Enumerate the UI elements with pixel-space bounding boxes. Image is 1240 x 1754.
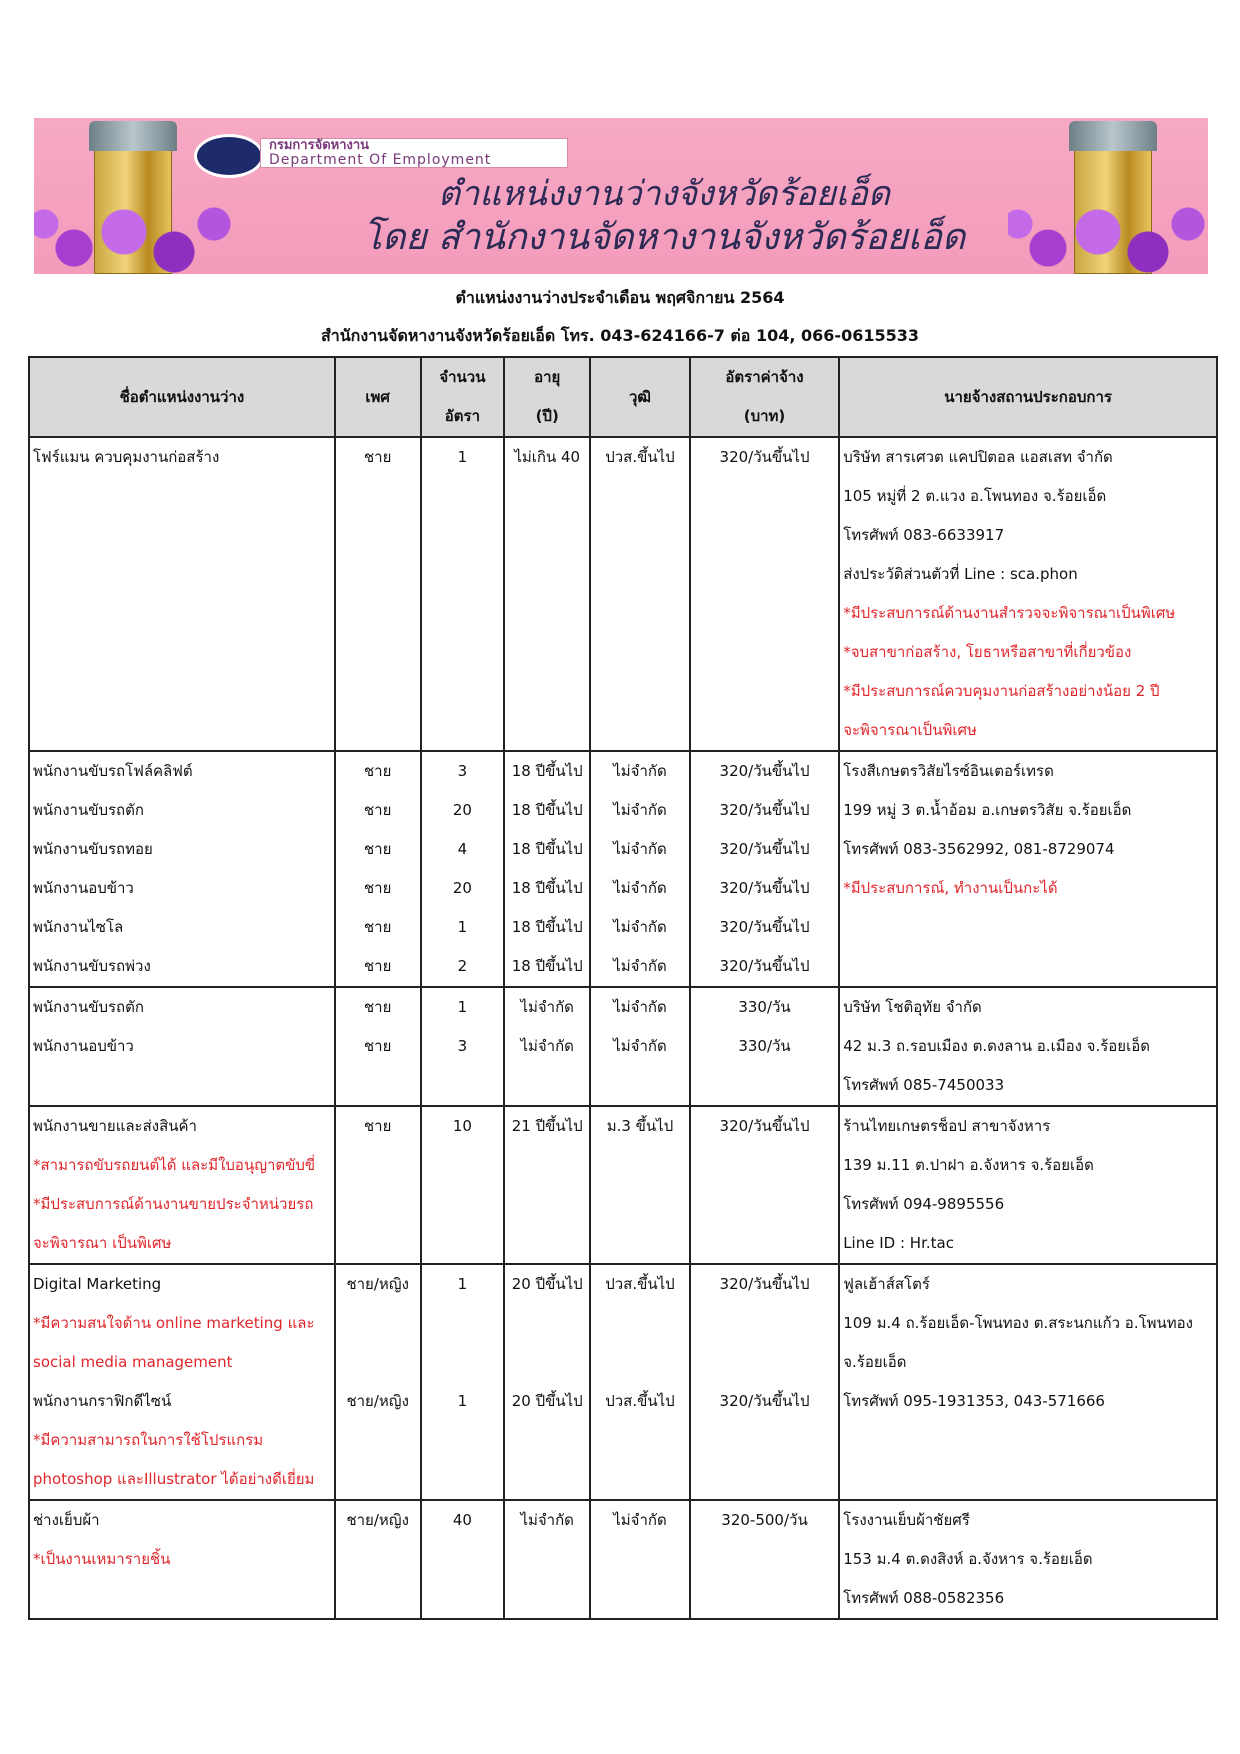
sex-line: [336, 1421, 420, 1460]
count-line: [422, 1579, 504, 1618]
wage-line: [691, 594, 838, 633]
position-line: พนักงานกราฟิกดีไซน์: [33, 1392, 172, 1410]
age-line: ไม่จำกัด: [520, 1511, 574, 1529]
age-line: [505, 1343, 589, 1382]
table-row: [29, 1264, 1217, 1500]
header-age: [504, 357, 590, 437]
banner-title-line2: โดย สำนักงานจัดหางานจังหวัดร้อยเอ็ด: [362, 217, 966, 258]
wage-line: [691, 1421, 838, 1460]
cell-wage: [690, 437, 839, 751]
wage-line: 320/วันขึ้นไป: [719, 801, 810, 819]
cell-count: [421, 437, 505, 751]
sex-line: ชาย/หญิง: [346, 1275, 409, 1293]
education-line: [591, 1304, 689, 1343]
position-line: [30, 1066, 334, 1105]
sex-line: [336, 633, 420, 672]
count-line: [422, 1460, 504, 1499]
education-line: [591, 594, 689, 633]
position-line: [30, 594, 334, 633]
cell-count: [421, 751, 505, 987]
table-row: [29, 987, 1217, 1106]
age-line: [505, 594, 589, 633]
employer-line: โทรศัพท์ 083-3562992, 081-8729074: [843, 840, 1115, 858]
employer-line: 105 หมู่ที่ 2 ต.แวง อ.โพนทอง จ.ร้อยเอ็ด: [843, 487, 1107, 505]
cell-count: [421, 987, 505, 1106]
count-line: [422, 1304, 504, 1343]
age-line: 18 ปีขึ้นไป: [511, 879, 583, 897]
employer-line: [840, 908, 1216, 947]
cell-position: [29, 1500, 335, 1619]
department-name-th: กรมการจัดหางาน: [269, 138, 370, 153]
job-vacancy-table: [28, 356, 1218, 1620]
employer-line: [840, 947, 1216, 986]
count-line: 10: [452, 1117, 472, 1135]
table-header-row: [29, 357, 1217, 437]
wage-line: [691, 1579, 838, 1618]
cell-position: [29, 751, 335, 987]
cell-education: [590, 1500, 690, 1619]
header-count: [421, 357, 505, 437]
employer-line: โทรศัพท์ 085-7450033: [843, 1076, 1005, 1094]
age-line: [505, 1066, 589, 1105]
sex-line: [336, 1224, 420, 1263]
wage-line: [691, 477, 838, 516]
education-line: [591, 555, 689, 594]
cell-age: [504, 1500, 590, 1619]
count-line: 1: [457, 998, 468, 1016]
age-line: 18 ปีขึ้นไป: [511, 840, 583, 858]
age-line: [505, 633, 589, 672]
education-line: [591, 711, 689, 750]
sex-line: [336, 477, 420, 516]
education-line: [591, 477, 689, 516]
age-line: [505, 1185, 589, 1224]
cell-age: [504, 751, 590, 987]
sex-line: ชาย: [363, 801, 392, 819]
age-line: [505, 1146, 589, 1185]
wage-line: 320/วันขึ้นไป: [719, 448, 810, 466]
employer-line: 109 ม.4 ถ.ร้อยเอ็ด-โพนทอง ต.สระนกแก้ว อ.โพนทอง: [843, 1314, 1194, 1332]
cell-position: [29, 1106, 335, 1264]
education-line: ม.3 ขึ้นไป: [606, 1117, 674, 1135]
position-line: [30, 516, 334, 555]
employer-line: จะพิจารณาเป็นพิเศษ: [843, 721, 977, 739]
education-line: [591, 633, 689, 672]
department-name-box: [260, 138, 568, 168]
document-subtitle: ตำแหน่งงานว่างประจำเดือน พฤศจิกายน 2564: [455, 288, 785, 307]
cell-wage: [690, 751, 839, 987]
education-line: [591, 1146, 689, 1185]
cell-sex: [335, 1500, 421, 1619]
cell-sex: [335, 987, 421, 1106]
education-line: ปวส.ขึ้นไป: [605, 448, 675, 466]
sex-line: ชาย/หญิง: [346, 1511, 409, 1529]
wage-line: [691, 555, 838, 594]
cell-wage: [690, 1500, 839, 1619]
cell-age: [504, 1264, 590, 1500]
wage-line: [691, 1460, 838, 1499]
cell-count: [421, 1264, 505, 1500]
education-line: [591, 1185, 689, 1224]
header-sex: เพศ: [335, 357, 421, 437]
age-line: 18 ปีขึ้นไป: [511, 801, 583, 819]
education-line: ไม่จำกัด: [613, 1511, 667, 1529]
age-line: ไม่จำกัด: [520, 998, 574, 1016]
wage-line: 320/วันขึ้นไป: [719, 1117, 810, 1135]
count-line: [422, 477, 504, 516]
count-line: [422, 594, 504, 633]
wage-line: 320/วันขึ้นไป: [719, 762, 810, 780]
count-line: [422, 672, 504, 711]
age-line: 20 ปีขึ้นไป: [511, 1392, 583, 1410]
position-line: photoshop และIllustrator ได้อย่างดีเยี่ยม: [33, 1470, 315, 1488]
position-line: social media management: [33, 1353, 233, 1371]
sex-line: [336, 1066, 420, 1105]
count-line: 1: [457, 448, 468, 466]
sex-line: [336, 594, 420, 633]
age-line: 18 ปีขึ้นไป: [511, 762, 583, 780]
count-line: [422, 1224, 504, 1263]
employer-line: 153 ม.4 ต.ดงสิงห์ อ.จังหาร จ.ร้อยเอ็ด: [843, 1550, 1093, 1568]
sex-line: ชาย: [363, 1117, 392, 1135]
header-banner: [34, 118, 1208, 274]
count-line: [422, 1066, 504, 1105]
age-line: ไม่เกิน 40: [514, 448, 581, 466]
cell-count: [421, 1500, 505, 1619]
position-line: [30, 477, 334, 516]
wage-line: 320/วันขึ้นไป: [719, 1392, 810, 1410]
wage-line: [691, 1146, 838, 1185]
cell-position: [29, 987, 335, 1106]
age-line: [505, 672, 589, 711]
cell-sex: [335, 1106, 421, 1264]
position-line: พนักงานขับรถตัก: [33, 801, 144, 819]
employer-line: 139 ม.11 ต.ปาฝา อ.จังหาร จ.ร้อยเอ็ด: [843, 1156, 1094, 1174]
position-line: พนักงานอบข้าว: [33, 879, 134, 897]
cell-position: [29, 1264, 335, 1500]
age-line: [505, 477, 589, 516]
education-line: [591, 516, 689, 555]
wage-line: [691, 672, 838, 711]
header-age-line1: อายุ: [534, 368, 561, 386]
sex-line: [336, 672, 420, 711]
sex-line: [336, 1343, 420, 1382]
sex-line: ชาย: [363, 879, 392, 897]
count-line: 20: [452, 801, 472, 819]
wage-line: [691, 1304, 838, 1343]
table-row: [29, 751, 1217, 987]
count-line: [422, 555, 504, 594]
cell-employer: [839, 987, 1217, 1106]
education-line: [591, 1540, 689, 1579]
header-education: วุฒิ: [590, 357, 690, 437]
position-line: พนักงานขับรถพ่วง: [33, 957, 151, 975]
wage-line: [691, 1540, 838, 1579]
employer-line: โรงงานเย็บผ้าชัยศรี: [843, 1511, 970, 1529]
cell-wage: [690, 1264, 839, 1500]
employer-line: บริษัท สารเศวต แคปปิตอล แอสเสท จำกัด: [843, 448, 1113, 466]
age-line: [505, 1460, 589, 1499]
wage-line: [691, 1343, 838, 1382]
sex-line: ชาย: [363, 762, 392, 780]
position-line: [30, 555, 334, 594]
age-line: [505, 555, 589, 594]
employer-line: *มีประสบการณ์ด้านงานสำรวจจะพิจารณาเป็นพิเศษ: [843, 604, 1176, 622]
cell-education: [590, 1106, 690, 1264]
position-line: *เป็นงานเหมารายชิ้น: [33, 1550, 171, 1568]
header-position: ชื่อตำแหน่งงานว่าง: [29, 357, 335, 437]
cell-wage: [690, 987, 839, 1106]
education-line: [591, 1343, 689, 1382]
position-line: พนักงานขับรถทอย: [33, 840, 153, 858]
cell-employer: [839, 437, 1217, 751]
count-line: 1: [457, 1392, 468, 1410]
position-line: พนักงานอบข้าว: [33, 1037, 134, 1055]
cell-position: [29, 437, 335, 751]
sex-line: ชาย: [363, 998, 392, 1016]
cell-education: [590, 1264, 690, 1500]
employer-line: 42 ม.3 ถ.รอบเมือง ต.ดงลาน อ.เมือง จ.ร้อยเอ็ด: [843, 1037, 1150, 1055]
age-line: [505, 1421, 589, 1460]
cell-wage: [690, 1106, 839, 1264]
position-line: *สามารถขับรถยนต์ได้ และมีใบอนุญาตขับขี่: [33, 1156, 316, 1174]
age-line: [505, 711, 589, 750]
wage-line: 320/วันขึ้นไป: [719, 957, 810, 975]
wage-line: 320/วันขึ้นไป: [719, 918, 810, 936]
wage-line: [691, 1224, 838, 1263]
cell-employer: [839, 751, 1217, 987]
wage-line: [691, 1066, 838, 1105]
employer-line: จ.ร้อยเอ็ด: [843, 1353, 907, 1371]
employer-line: Line ID : Hr.tac: [843, 1234, 954, 1252]
count-line: 4: [457, 840, 468, 858]
sex-line: [336, 1579, 420, 1618]
count-line: [422, 1540, 504, 1579]
office-contact: สำนักงานจัดหางานจังหวัดร้อยเอ็ด โทร. 043-624166-7 ต่อ 104, 066-0615533: [320, 326, 919, 345]
header-wage: [690, 357, 839, 437]
table-row: [29, 437, 1217, 751]
age-line: 18 ปีขึ้นไป: [511, 918, 583, 936]
header-employer: นายจ้างสถานประกอบการ: [839, 357, 1217, 437]
employer-line: โทรศัพท์ 088-0582356: [843, 1589, 1005, 1607]
cell-sex: [335, 1264, 421, 1500]
count-line: 3: [457, 1037, 468, 1055]
employer-line: ฟูลเฮ้าส์สโตร์: [843, 1275, 930, 1293]
header-age-line2: (ปี): [535, 407, 559, 425]
sex-line: [336, 1540, 420, 1579]
wage-line: 330/วัน: [738, 1037, 791, 1055]
table-body: [29, 437, 1217, 1619]
cell-age: [504, 987, 590, 1106]
count-line: [422, 1421, 504, 1460]
flowers-left-icon: [34, 200, 234, 274]
education-line: ปวส.ขึ้นไป: [605, 1275, 675, 1293]
age-line: [505, 1304, 589, 1343]
sex-line: ชาย: [363, 957, 392, 975]
education-line: ไม่จำกัด: [613, 998, 667, 1016]
header-count-line1: จำนวน: [439, 368, 486, 386]
wage-line: [691, 633, 838, 672]
cell-age: [504, 1106, 590, 1264]
education-line: [591, 672, 689, 711]
age-line: 20 ปีขึ้นไป: [511, 1275, 583, 1293]
count-line: 1: [457, 1275, 468, 1293]
sex-line: ชาย: [363, 840, 392, 858]
wage-line: 320/วันขึ้นไป: [719, 1275, 810, 1293]
count-line: [422, 633, 504, 672]
cell-sex: [335, 751, 421, 987]
sex-line: [336, 1185, 420, 1224]
header-count-line2: อัตรา: [444, 407, 481, 425]
cell-education: [590, 437, 690, 751]
education-line: ไม่จำกัด: [613, 762, 667, 780]
sex-line: [336, 1460, 420, 1499]
count-line: 2: [457, 957, 468, 975]
position-line: *มีประสบการณ์ด้านงานขายประจำหน่วยรถ: [33, 1195, 314, 1213]
sex-line: ชาย/หญิง: [346, 1392, 409, 1410]
employer-line: [840, 1421, 1216, 1460]
cell-sex: [335, 437, 421, 751]
sex-line: ชาย: [363, 918, 392, 936]
position-line: [30, 711, 334, 750]
age-line: [505, 1540, 589, 1579]
age-line: ไม่จำกัด: [520, 1037, 574, 1055]
wage-line: [691, 1185, 838, 1224]
age-line: [505, 516, 589, 555]
sex-line: ชาย: [363, 448, 392, 466]
employer-line: บริษัท โชติอุทัย จำกัด: [843, 998, 982, 1016]
wage-line: 330/วัน: [738, 998, 791, 1016]
employer-line: โทรศัพท์ 095-1931353, 043-571666: [843, 1392, 1105, 1410]
employer-line: โรงสีเกษตรวิสัยไรซ์อินเตอร์เทรด: [843, 762, 1054, 780]
education-line: [591, 1460, 689, 1499]
age-line: [505, 1579, 589, 1618]
count-line: 40: [452, 1511, 472, 1529]
education-line: ไม่จำกัด: [613, 1037, 667, 1055]
table-row: [29, 1106, 1217, 1264]
sex-line: [336, 516, 420, 555]
employer-line: *จบสาขาก่อสร้าง, โยธาหรือสาขาที่เกี่ยวข้อง: [843, 643, 1132, 661]
count-line: 3: [457, 762, 468, 780]
header-wage-line1: อัตราค่าจ้าง: [725, 368, 804, 386]
employer-line: *มีประสบการณ์, ทำงานเป็นกะได้: [843, 879, 1058, 897]
age-line: [505, 1224, 589, 1263]
cell-education: [590, 987, 690, 1106]
sex-line: [336, 555, 420, 594]
education-line: ไม่จำกัด: [613, 840, 667, 858]
sex-line: [336, 711, 420, 750]
employer-line: ส่งประวัติส่วนตัวที่ Line : sca.phon: [843, 565, 1078, 583]
position-line: [30, 1579, 334, 1618]
position-line: Digital Marketing: [33, 1275, 162, 1293]
education-line: ไม่จำกัด: [613, 801, 667, 819]
education-line: [591, 1224, 689, 1263]
age-line: 18 ปีขึ้นไป: [511, 957, 583, 975]
employer-line: *มีประสบการณ์ควบคุมงานก่อสร้างอย่างน้อย 2 ปี: [843, 682, 1160, 700]
count-line: [422, 516, 504, 555]
age-line: 21 ปีขึ้นไป: [511, 1117, 583, 1135]
count-line: [422, 1146, 504, 1185]
header-wage-line2: (บาท): [743, 407, 786, 425]
position-line: จะพิจารณา เป็นพิเศษ: [33, 1234, 172, 1252]
count-line: [422, 1343, 504, 1382]
education-line: [591, 1066, 689, 1105]
education-line: [591, 1421, 689, 1460]
table-row: [29, 1500, 1217, 1619]
education-line: ไม่จำกัด: [613, 918, 667, 936]
position-line: [30, 633, 334, 672]
employer-line: โทรศัพท์ 083-6633917: [843, 526, 1005, 544]
position-line: โฟร์แมน ควบคุมงานก่อสร้าง: [33, 448, 220, 466]
education-line: [591, 1579, 689, 1618]
cell-employer: [839, 1500, 1217, 1619]
employer-line: [840, 1460, 1216, 1499]
sex-line: ชาย: [363, 1037, 392, 1055]
position-line: พนักงานไซโล: [33, 918, 124, 936]
position-line: พนักงานขายและส่งสินค้า: [33, 1117, 197, 1135]
wage-line: [691, 516, 838, 555]
banner-title-line1: ตำแหน่งงานว่างจังหวัดร้อยเอ็ด: [438, 174, 890, 214]
education-line: ปวส.ขึ้นไป: [605, 1392, 675, 1410]
education-line: ไม่จำกัด: [613, 957, 667, 975]
wage-line: [691, 711, 838, 750]
position-line: พนักงานขับรถตัก: [33, 998, 144, 1016]
position-line: *มีความสนใจด้าน online marketing และ: [33, 1314, 315, 1332]
position-line: [30, 672, 334, 711]
education-line: ไม่จำกัด: [613, 879, 667, 897]
count-line: 20: [452, 879, 472, 897]
position-line: พนักงานขับรถโฟล์คลิฟต์: [33, 762, 193, 780]
department-logo-icon: [194, 134, 264, 178]
wage-line: 320/วันขึ้นไป: [719, 879, 810, 897]
cell-employer: [839, 1106, 1217, 1264]
wage-line: 320/วันขึ้นไป: [719, 840, 810, 858]
position-line: ช่างเย็บผ้า: [33, 1511, 100, 1529]
employer-line: ร้านไทยเกษตรช็อป สาขาจังหาร: [843, 1117, 1051, 1135]
department-name-en: Department Of Employment: [269, 152, 492, 168]
cell-count: [421, 1106, 505, 1264]
position-line: *มีความสามารถในการใช้โปรแกรม: [33, 1431, 264, 1449]
cell-education: [590, 751, 690, 987]
employer-line: โทรศัพท์ 094-9895556: [843, 1195, 1005, 1213]
cell-age: [504, 437, 590, 751]
count-line: [422, 711, 504, 750]
sex-line: [336, 1146, 420, 1185]
wage-line: 320-500/วัน: [721, 1511, 808, 1529]
employer-line: 199 หมู่ 3 ต.น้ำอ้อม อ.เกษตรวิสัย จ.ร้อยเอ็ด: [843, 801, 1132, 819]
cell-employer: [839, 1264, 1217, 1500]
count-line: 1: [457, 918, 468, 936]
count-line: [422, 1185, 504, 1224]
sex-line: [336, 1304, 420, 1343]
